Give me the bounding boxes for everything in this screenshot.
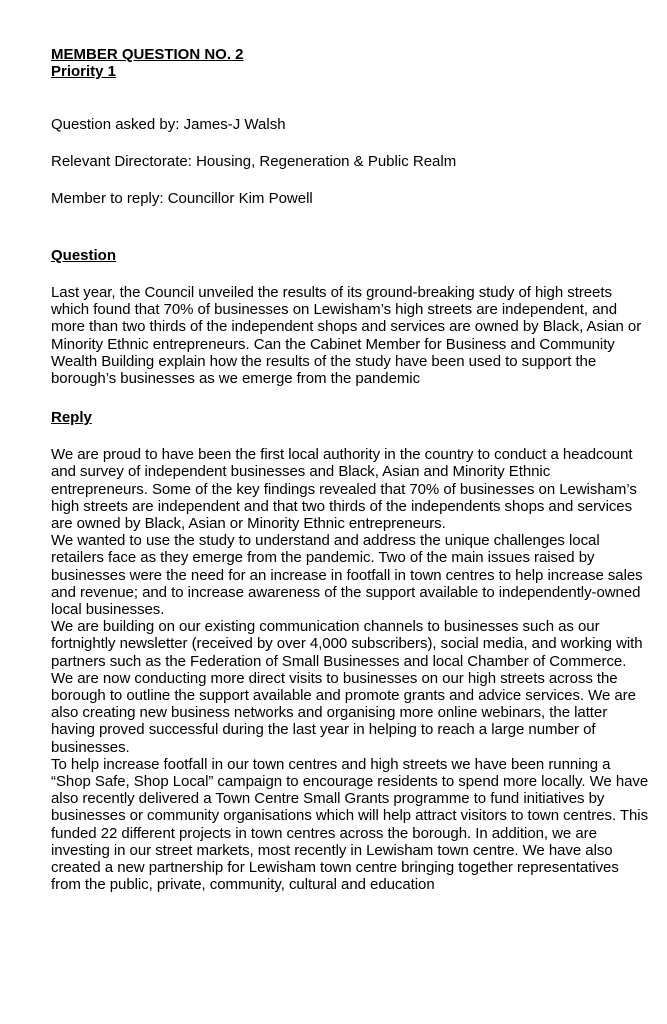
reply-paragraph: We are proud to have been the first local authority in the country to conduct a headcount and survey of independent businesses and Black, Asian and Minority Ethnic entrepreneurs. Some of the key findings revealed that 70% of businesses on Lewisham’s high streets are independent and that two thirds of the independents shops and services are owned by Black, Asian or Minority Ethnic entrepreneurs. (51, 446, 637, 533)
reply-paragraph: We are building on our existing communication channels to businesses such as our fortnightly newsletter (received by over 4,000 subscribers), social media, and working with partners such as the Federation of Small Businesses and local Chamber of Commerce. We are now conducting more direct visits to businesses on our high streets across the borough to outline the support available and promote grants and advice services. We are also creating new business networks and organising more online webinars, the latter having proved successful during the last year in helping to reach a large number of businesses. (51, 618, 643, 756)
document-title: MEMBER QUESTION NO. 2 (51, 46, 244, 63)
question-heading: Question (51, 247, 117, 264)
relevant-directorate: Relevant Directorate: Housing, Regeneration & Public Realm (51, 153, 457, 170)
question-text: Last year, the Council unveiled the results of its ground-breaking study of high streets which found that 70% of businesses on Lewisham’s high streets are independent, and more than two thirds of the independent shops and services are owned by Black, Asian or Minority Ethnic entrepreneurs. Can the Cabinet Member for Business and Community Wealth Building explain how the results of the study have been used to support the borough’s businesses as we emerge from the pandemic (51, 284, 642, 388)
priority-label: Priority 1 (51, 63, 117, 80)
question-asked-by: Question asked by: James-J Walsh (51, 116, 286, 133)
reply-paragraph: We wanted to use the study to understand and address the unique challenges local retailers face as they emerge from the pandemic. Two of the main issues raised by businesses were the need for an increase in footfall in town centres to help increase sales and revenue; and to increase awareness of the support available to independently-owned local businesses. (51, 532, 643, 619)
reply-paragraph: To help increase footfall in our town centres and high streets we have been running a “Shop Safe, Shop Local” campaign to encourage residents to spend more locally. We have also recently delivered a Town Centre Small Grants programme to fund initiatives by businesses or community organisations which will help attract visitors to town centres. This funded 22 different projects in town centres across the borough. In addition, we are investing in our street markets, most recently in Lewisham town centre. We have also created a new partnership for Lewisham town centre bringing together representatives from the public, private, community, cultural and education (51, 755, 649, 894)
reply-body (51, 446, 649, 893)
reply-heading: Reply (51, 409, 92, 427)
member-to-reply: Member to reply: Councillor Kim Powell (51, 190, 313, 207)
